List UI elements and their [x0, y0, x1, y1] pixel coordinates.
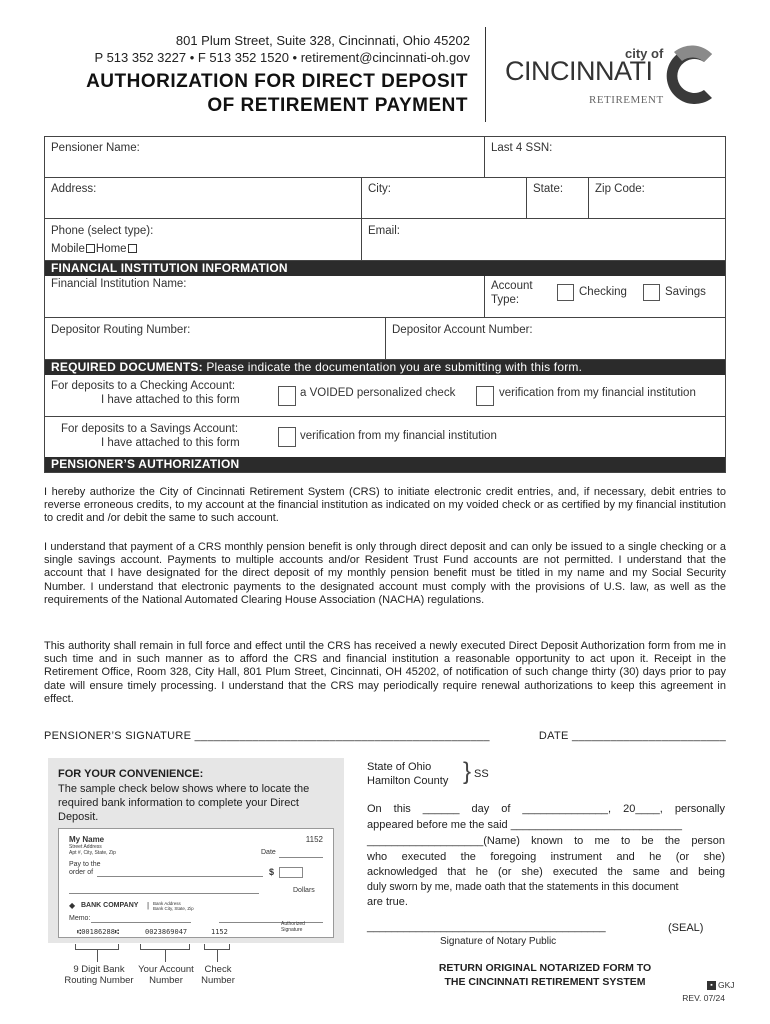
verification-savings-label: verification from my financial institution [300, 430, 497, 442]
mobile-checkbox[interactable] [86, 244, 95, 253]
notary-signature-field[interactable]: _______________________________________ [367, 921, 606, 933]
check-number-bottom: 1152 [211, 928, 228, 936]
return-instruction-1: RETURN ORIGINAL NOTARIZED FORM TO [438, 962, 652, 974]
caption-check-2: Number [201, 975, 235, 986]
check-bank-name: BANK COMPANY [81, 902, 139, 909]
pensioner-authorization-header: PENSIONER’S AUTHORIZATION [45, 457, 725, 472]
address-label: Address: [51, 183, 97, 195]
check-amount-box [279, 867, 303, 878]
check-address-2: Apt #, City, State, Zip [69, 850, 116, 856]
check-bank-address-1: Bank Address [153, 901, 181, 906]
savings-checkbox[interactable] [643, 284, 660, 301]
check-my-name: My Name [69, 835, 105, 844]
check-memo-line [91, 922, 191, 923]
footer-code: GKJ [718, 980, 735, 990]
row-address [45, 178, 725, 219]
check-routing-number: ⑆00186288⑆ [77, 928, 120, 936]
check-signature-line [219, 922, 323, 923]
check-authorized-1: Authorized [281, 921, 305, 927]
savings-docs-label-2: I have attached to this form [101, 437, 240, 449]
caption-routing-2: Routing Number [64, 975, 134, 986]
financial-institution-header: FINANCIAL INSTITUTION INFORMATION [45, 261, 725, 276]
notary-ss: SS [474, 768, 489, 780]
zip-cell[interactable] [588, 178, 725, 218]
required-documents-bold: REQUIRED DOCUMENTS: [51, 360, 203, 374]
check-dollars-label: Dollars [293, 887, 315, 894]
account-type-cell [484, 276, 725, 317]
mobile-label: Mobile [51, 243, 85, 255]
notary-state: State of Ohio [367, 761, 432, 773]
institution-name-label: Financial Institution Name: [51, 278, 187, 290]
check-dollar-sign: $ [269, 867, 275, 877]
notary-line-5: acknowledged that he (or she) executed the same and being [367, 866, 725, 878]
header-address: 801 Plum Street, Suite 328, Cincinnati, Ohio 45202 [175, 33, 470, 48]
account-type-label-2: Type: [491, 294, 520, 306]
direct-deposit-form [44, 136, 726, 473]
caption-routing [62, 964, 136, 986]
check-payee-line [97, 876, 263, 877]
row-routing-account [45, 318, 725, 360]
row-phone-email [45, 219, 725, 261]
convenience-text: The sample check below shows where to locate the required bank information to complete your Direct Deposit. [58, 783, 310, 823]
form-title-line2: OF RETIREMENT PAYMENT [207, 95, 468, 116]
notary-line-3: ___________________(Name) known to me to be the person [367, 835, 725, 847]
email-cell[interactable] [361, 219, 725, 260]
convenience-title: FOR YOUR CONVENIENCE: [58, 768, 204, 780]
caption-account [132, 964, 200, 986]
sample-check [58, 828, 334, 938]
row-savings-docs [45, 417, 725, 457]
row-name-ssn [45, 137, 725, 178]
check-address-1: Street Address [69, 844, 102, 850]
header-contact: P 513 352 3227 • F 513 352 1520 • retirement@cincinnati-oh.gov [94, 50, 470, 65]
logo-name: CINCINNATI [505, 56, 653, 86]
check-date-label: Date [261, 849, 276, 856]
logo-sub: RETIREMENT [589, 94, 664, 106]
caption-check-1: Check [204, 964, 232, 975]
check-written-amount-line [69, 893, 259, 894]
check-pointer [217, 950, 218, 962]
account-pointer [165, 950, 166, 962]
zip-label: Zip Code: [595, 183, 645, 195]
voided-check-label: a VOIDED personalized check [300, 387, 456, 399]
bank-logo-icon: ◆ [69, 901, 76, 910]
voided-check-checkbox[interactable] [278, 386, 296, 406]
notary-county: Hamilton County [367, 775, 449, 787]
home-checkbox[interactable] [128, 244, 137, 253]
check-account-number: 0023869047 [145, 928, 188, 936]
notary-line-4: who executed the foregoing instrument and he (or she) [367, 851, 725, 863]
row-checking-docs [45, 375, 725, 417]
logo-city-of: city of [625, 46, 664, 61]
authorization-paragraph-2: I understand that payment of a CRS monthly pension benefit is only through direct deposit and can only be issued to a single checking or a single savings account. Payments to multiple accounts and/or Resident Trust Fund accounts are not permitted. I understand that the account that I have designated for the direct deposit of my monthly pension benefit must be titled in my name and my Social Security Number. I understand that electronic payments to the designated account must comply with the provisions of U.S. law, as well as the requirements of the National Automated Clearing House Association (NACHA) regulations. [44, 541, 726, 606]
check-bank-address-2: Bank City, State, Zip [153, 906, 194, 911]
savings-docs-label-1: For deposits to a Savings Account: [61, 423, 239, 435]
notary-line-2: appeared before me the said ____________________________ [367, 819, 683, 831]
header-divider [485, 27, 486, 122]
verification-checking-checkbox[interactable] [476, 386, 494, 406]
city-of-cincinnati-logo [505, 42, 725, 112]
revision-label: REV. 07/24 [682, 993, 725, 1003]
ssn-cell[interactable] [484, 137, 725, 177]
checking-checkbox[interactable] [557, 284, 574, 301]
routing-number-label: Depositor Routing Number: [51, 324, 191, 336]
caption-account-1: Your Account [138, 964, 194, 975]
caption-account-2: Number [149, 975, 183, 986]
verification-checking-label: verification from my financial institution [499, 387, 696, 399]
authorization-paragraph-3: This authority shall remain in full force and effect until the CRS has received a newly executed Direct Deposit Authorization form from me in such time and in such manner as to afford the CRS and financial institution a reasonable opportunity to act upon it. Receipt in the Retirement Office, Room 328, City Hall, 801 Plum Street, Cincinnati, OH 45202, of notification of such change thirty (30) days prior to pay date will ensure timely processing. I understand that the CRS may periodically require renewal authorizations to keep this agreement in effect. [44, 640, 726, 705]
caption-routing-1: 9 Digit Bank [73, 964, 125, 975]
notary-brace: } [463, 758, 472, 785]
caption-check [196, 964, 240, 986]
required-documents-text: Please indicate the documentation you are submitting with this form. [202, 360, 583, 374]
home-label: Home [95, 243, 127, 255]
phone-label: Phone (select type): [51, 225, 154, 237]
check-pay-to-1: Pay to the [69, 861, 101, 868]
checking-label: Checking [579, 286, 627, 298]
account-number-cell[interactable] [385, 318, 725, 359]
authorization-paragraph-1: I hereby authorize the City of Cincinnati Retirement System (CRS) to initiate electronic credit entries, and, if necessary, debit entries to reverse erroneous credits, to my account at the financial institution as indicated on my voided check or as certified by my financial institution to credit and /or debit the same to such account. [44, 486, 726, 525]
convenience-box [48, 758, 344, 943]
notary-line-6: duly sworn by me, made oath that the statements in this document [367, 881, 679, 893]
return-instruction-2: THE CINCINNATI RETIREMENT SYSTEM [444, 976, 646, 988]
ssn-label: Last 4 SSN: [491, 142, 553, 154]
logo-c-icon [660, 42, 722, 110]
pensioner-signature-field[interactable]: PENSIONER’S SIGNATURE ______________________________________________ [44, 730, 490, 742]
form-title-line1: AUTHORIZATION FOR DIRECT DEPOSIT [86, 71, 468, 92]
date-field[interactable]: DATE ________________________ [538, 730, 726, 742]
notary-seal: (SEAL) [668, 922, 704, 934]
check-authorized-2: Signature [281, 927, 303, 933]
check-number-top: 1152 [305, 835, 323, 844]
check-date-line [279, 857, 323, 858]
notary-line-7: are true. [367, 896, 408, 908]
check-memo-label: Memo: [69, 915, 91, 922]
phone-type-options [51, 243, 138, 255]
pensioner-name-label: Pensioner Name: [51, 142, 140, 154]
state-label: State: [533, 183, 564, 195]
notary-signature-label: Signature of Notary Public [440, 936, 557, 947]
signature-row [44, 730, 726, 742]
checking-docs-label-1: For deposits to a Checking Account: [51, 380, 236, 392]
check-bank-divider: | [147, 901, 150, 910]
verification-savings-checkbox[interactable] [278, 427, 296, 447]
checking-docs-label-2: I have attached to this form [101, 394, 240, 406]
notary-line-1: On this ______ day of ______________, 20____, personally [367, 803, 725, 815]
email-label: Email: [368, 225, 400, 237]
routing-pointer [97, 950, 98, 962]
city-label: City: [368, 183, 391, 195]
check-pay-to-2: order of [69, 869, 94, 876]
savings-label: Savings [665, 286, 706, 298]
required-documents-header [45, 360, 725, 375]
account-type-label-1: Account [491, 280, 533, 292]
union-bug-icon: ▪ [707, 981, 716, 990]
row-institution [45, 276, 725, 318]
account-number-label: Depositor Account Number: [392, 324, 533, 336]
